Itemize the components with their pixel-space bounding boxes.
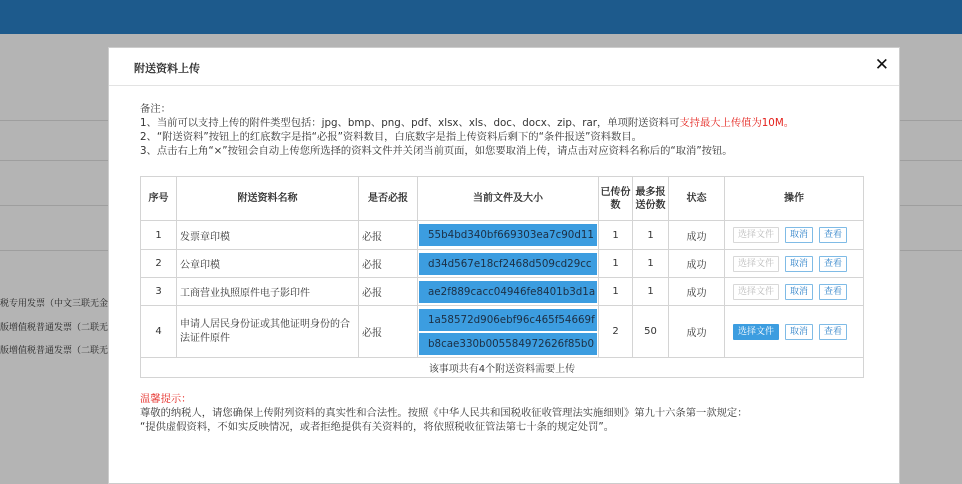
view-button[interactable]: 查看 [819,256,847,272]
table-row [141,250,864,278]
tips-section [140,392,748,434]
file-name[interactable]: 55b4bd340bf669303ea7c90d11 [419,224,597,246]
column-header-required: 是否必报 [359,177,418,221]
view-button[interactable]: 查看 [819,324,847,340]
row-seq: 3 [141,278,177,306]
column-header-max: 最多报送份数 [633,177,669,221]
row-required: 必报 [359,250,418,278]
table-row [141,278,864,306]
row-uploaded: 1 [599,221,633,250]
row-name: 工商营业执照原件电子影印件 [177,278,359,306]
row-name: 申请人居民身份证或其他证明身份的合法证件原件 [177,306,359,358]
table-row [141,306,864,358]
column-header-name: 附送资料名称 [177,177,359,221]
row-max: 1 [633,278,669,306]
row-uploaded: 1 [599,250,633,278]
row-max: 1 [633,250,669,278]
row-uploaded: 1 [599,278,633,306]
row-file [418,306,599,358]
table-footer-row [141,358,864,378]
cancel-button[interactable]: 取消 [785,324,813,340]
view-button[interactable]: 查看 [819,284,847,300]
column-header-ops: 操作 [725,177,864,221]
row-max: 1 [633,221,669,250]
row-status: 成功 [669,221,725,250]
column-header-file: 当前文件及大小 [418,177,599,221]
row-max: 50 [633,306,669,358]
row-file [418,221,599,250]
row-ops [725,306,864,358]
tips-line-1: 尊敬的纳税人，请您确保上传附列资料的真实性和合法性。按照《中华人民共和国税收征收管理法实施细则》第九十六条第一款规定： [140,407,748,419]
row-ops [725,250,864,278]
upload-attachments-dialog [108,47,900,484]
row-name: 发票章印模 [177,221,359,250]
tips-title: 温馨提示： [140,393,192,405]
choose-file-button[interactable]: 选择文件 [733,227,779,243]
choose-file-button[interactable]: 选择文件 [733,324,779,340]
tips-line-2: “提供虚假资料，不如实反映情况，或者拒绝提供有关资料的，将依照税收征管法第七十条的规定处罚”。 [140,421,615,433]
file-name[interactable]: ae2f889cacc04946fe8401b3d1a [419,281,597,303]
row-uploaded: 2 [599,306,633,358]
row-ops [725,278,864,306]
app-top-bar [0,0,962,34]
row-status: 成功 [669,306,725,358]
view-button[interactable]: 查看 [819,227,847,243]
row-required: 必报 [359,278,418,306]
background-text: 版增值税普通发票（二联无 [0,346,108,356]
row-status: 成功 [669,278,725,306]
max-size-warning: 支持最大上传值为10M。 [679,117,795,129]
cancel-button[interactable]: 取消 [785,227,813,243]
row-file [418,250,599,278]
choose-file-button[interactable]: 选择文件 [733,256,779,272]
row-seq: 2 [141,250,177,278]
row-status: 成功 [669,250,725,278]
notes-heading: 备注： [140,103,171,115]
row-seq: 1 [141,221,177,250]
background-text: 税专用发票（中文三联无金 [0,299,108,309]
table-header-row [141,177,864,221]
cancel-button[interactable]: 取消 [785,284,813,300]
column-header-uploaded: 已传份数 [599,177,633,221]
notes-line-1: 1、当前可以支持上传的附件类型包括：jpg、bmp、png、pdf、xlsx、xls、doc、docx、zip、rar，单项附送资料可支持最大上传值为10M。 [140,117,795,129]
table-footer-text: 该事项共有4个附送资料需要上传 [141,358,864,378]
dialog-header [109,48,899,86]
column-header-status: 状态 [669,177,725,221]
cancel-button[interactable]: 取消 [785,256,813,272]
row-ops [725,221,864,250]
row-seq: 4 [141,306,177,358]
background-text: 版增值税普通发票（二联无 [0,323,108,333]
dialog-title: 附送资料上传 [134,62,200,75]
notes-section [140,102,880,158]
column-header-seq: 序号 [141,177,177,221]
row-required: 必报 [359,306,418,358]
file-name[interactable]: 1a58572d906ebf96c465f54669f [419,309,597,331]
close-icon[interactable]: ✕ [874,55,889,75]
table-row [141,221,864,250]
notes-line-3: 3、点击右上角“×”按钮会自动上传您所选择的资料文件并关闭当前页面，如您要取消上传，请点击对应资料名称后的“取消”按钮。 [140,145,733,157]
file-name[interactable]: b8cae330b005584972626f85b0 [419,333,597,355]
choose-file-button[interactable]: 选择文件 [733,284,779,300]
notes-line-2: 2、“附送资料”按钮上的红底数字是指“必报”资料数目，白底数字是指上传资料后剩下的“条件报送”资料数目。 [140,131,642,143]
attachments-table [140,176,864,378]
row-name: 公章印模 [177,250,359,278]
row-required: 必报 [359,221,418,250]
file-name[interactable]: d34d567e18cf2468d509cd29cc [419,253,597,275]
row-file [418,278,599,306]
